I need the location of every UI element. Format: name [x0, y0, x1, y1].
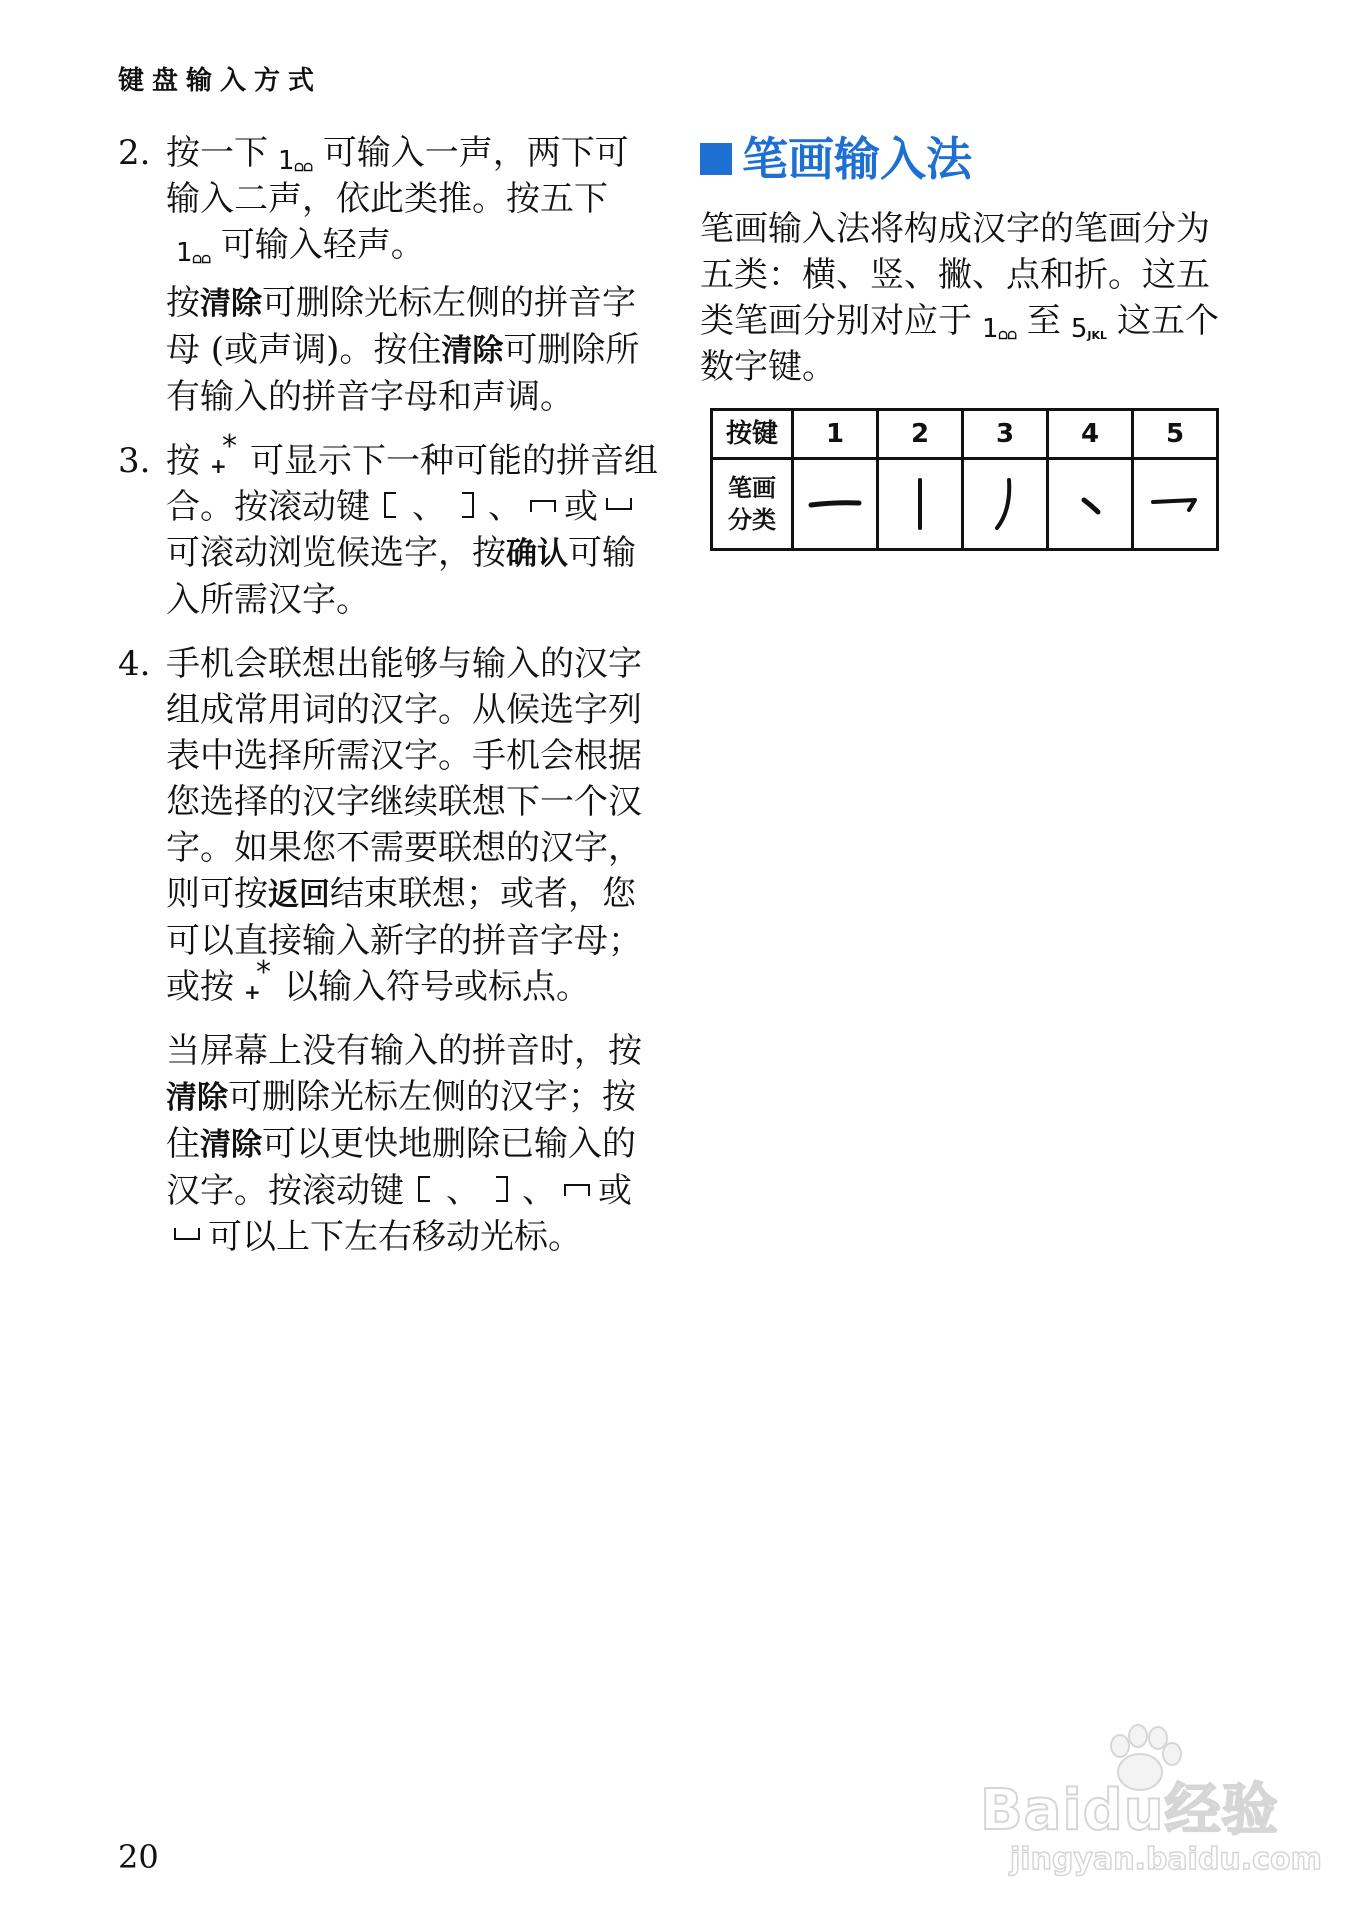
- key-1-icon: [982, 316, 1017, 342]
- list-item-2: [118, 130, 658, 420]
- confirm-key-label: 确认: [506, 536, 568, 572]
- watermark-brand: Baidu经验: [980, 1778, 1279, 1843]
- key-number: 1: [176, 238, 193, 268]
- list-item-4: [118, 641, 658, 1010]
- list-item-3: [118, 429, 658, 623]
- table-row-label: 笔画 分类: [712, 459, 793, 550]
- text: 按一下: [166, 133, 268, 173]
- stroke-dian-icon: [1048, 459, 1133, 550]
- item3-paragraph-1: [166, 429, 658, 623]
- running-header: 键盘输入方式: [118, 66, 323, 96]
- table-key-1: 1: [793, 410, 878, 459]
- text: 按: [166, 283, 200, 323]
- star-key-icon: [242, 955, 276, 1004]
- stroke-shu-icon: [878, 459, 963, 550]
- text: 可输入轻声。: [220, 225, 425, 265]
- text: 、: [412, 487, 446, 527]
- text: 可滚动浏览候选字，按: [166, 533, 506, 573]
- key-5-icon: [1071, 316, 1107, 342]
- text: 、: [522, 1171, 556, 1211]
- text: 或: [564, 487, 598, 527]
- item2-paragraph-2: [166, 280, 658, 420]
- plus-symbol: +: [210, 454, 227, 478]
- clear-key-label: 清除: [441, 333, 504, 369]
- table-key-2: 2: [878, 410, 963, 459]
- text: 以输入符号或标点。: [284, 967, 590, 1007]
- text: 可以上下左右移动光标。: [208, 1217, 582, 1257]
- text: 可删除光标左侧的拼音字母 (或声调)。按住: [166, 283, 636, 370]
- text: 按: [166, 441, 200, 481]
- key-letters: ᗝᗝ: [998, 329, 1017, 342]
- key-1-icon: [176, 240, 211, 266]
- scroll-down-icon: [172, 1220, 202, 1250]
- baidu-watermark: [960, 1730, 1322, 1890]
- scroll-left-icon: [376, 490, 406, 520]
- text: 可删除光标左侧的汉字；按住: [166, 1077, 636, 1164]
- text: 可删除所有输入的拼音字母和声调。: [166, 330, 640, 417]
- clear-key-label: 清除: [166, 1080, 228, 1116]
- key-number: 5: [1070, 314, 1088, 344]
- section-title: [700, 130, 1220, 188]
- stroke-table: [710, 408, 1219, 551]
- text: 结束联想；或者，您可以直接输入新字的拼音字母；或按: [166, 874, 642, 1007]
- left-column: [118, 130, 658, 1272]
- text: 笔画输入法将构成汉字的笔画分为五类：横、竖、撇、点和折。这五类笔画分别对应于: [700, 209, 1210, 341]
- text: 可以更快地删除已输入的汉字。按滚动键: [166, 1124, 636, 1211]
- item-number: 4.: [118, 644, 151, 684]
- stroke-pie-icon: [963, 459, 1048, 550]
- section-title-text: 笔画输入法: [742, 132, 972, 186]
- text: 、: [446, 1171, 480, 1211]
- text: 手机会联想出能够与输入的汉字组成常用词的汉字。从候选字列表中选择所需汉字。手机会根据您选择的汉字继续联想下一个汉字。如果您不需要联想的汉字，则可按: [166, 644, 642, 914]
- clear-key-label: 清除: [200, 286, 262, 322]
- note-paragraph: [166, 1028, 658, 1260]
- scroll-right-icon: [486, 1174, 516, 1204]
- text: 至: [1026, 301, 1061, 341]
- scroll-left-icon: [410, 1174, 440, 1204]
- star-key-icon: [208, 429, 242, 478]
- key-1-icon: [278, 148, 313, 174]
- text: 可显示下一种可能的拼音组合。按滚动键: [166, 441, 658, 527]
- scroll-down-icon: [604, 490, 634, 520]
- star-symbol: *: [256, 955, 271, 990]
- table-key-5: 5: [1133, 410, 1218, 459]
- watermark-url: jingyan.baidu.com: [1010, 1842, 1322, 1877]
- star-symbol: *: [222, 429, 237, 464]
- title-square-icon: [700, 143, 732, 175]
- scroll-up-icon: [528, 490, 558, 520]
- table-key-4: 4: [1048, 410, 1133, 459]
- item2-paragraph-1: [166, 130, 658, 268]
- item4-paragraph-1: [166, 641, 658, 1010]
- text: 这五个数字键。: [700, 301, 1219, 387]
- key-number: 1: [982, 314, 999, 344]
- table-stroke-row: [712, 459, 1218, 550]
- key-letters: ᗝᗝ: [192, 253, 211, 266]
- scroll-up-icon: [562, 1174, 592, 1204]
- table-key-3: 3: [963, 410, 1048, 459]
- text: 可输入一声，两下可输入二声，依此类推。按五下: [166, 133, 629, 219]
- back-key-label: 返回: [268, 877, 330, 913]
- stroke-heng-icon: [793, 459, 878, 550]
- scroll-right-icon: [452, 490, 482, 520]
- item-number: 2.: [118, 133, 151, 173]
- key-letters: ᗝᗝ: [294, 161, 313, 174]
- right-column: [700, 130, 1220, 551]
- text: 、: [488, 487, 522, 527]
- table-header-row: [712, 410, 1218, 459]
- note-block: [118, 1028, 658, 1260]
- key-number: 1: [278, 146, 295, 176]
- stroke-intro-paragraph: [700, 206, 1220, 390]
- stroke-zhe-icon: [1133, 459, 1218, 550]
- page-number: 20: [118, 1838, 159, 1876]
- item-number: 3.: [118, 441, 151, 481]
- key-letters: JKL: [1087, 329, 1107, 342]
- clear-key-label: 清除: [200, 1127, 262, 1163]
- text: 或: [598, 1171, 632, 1211]
- text: 当屏幕上没有输入的拼音时，按: [166, 1031, 642, 1071]
- plus-symbol: +: [244, 980, 261, 1004]
- text: 可输入所需汉字。: [166, 533, 636, 620]
- table-header-label: 按键: [712, 410, 793, 459]
